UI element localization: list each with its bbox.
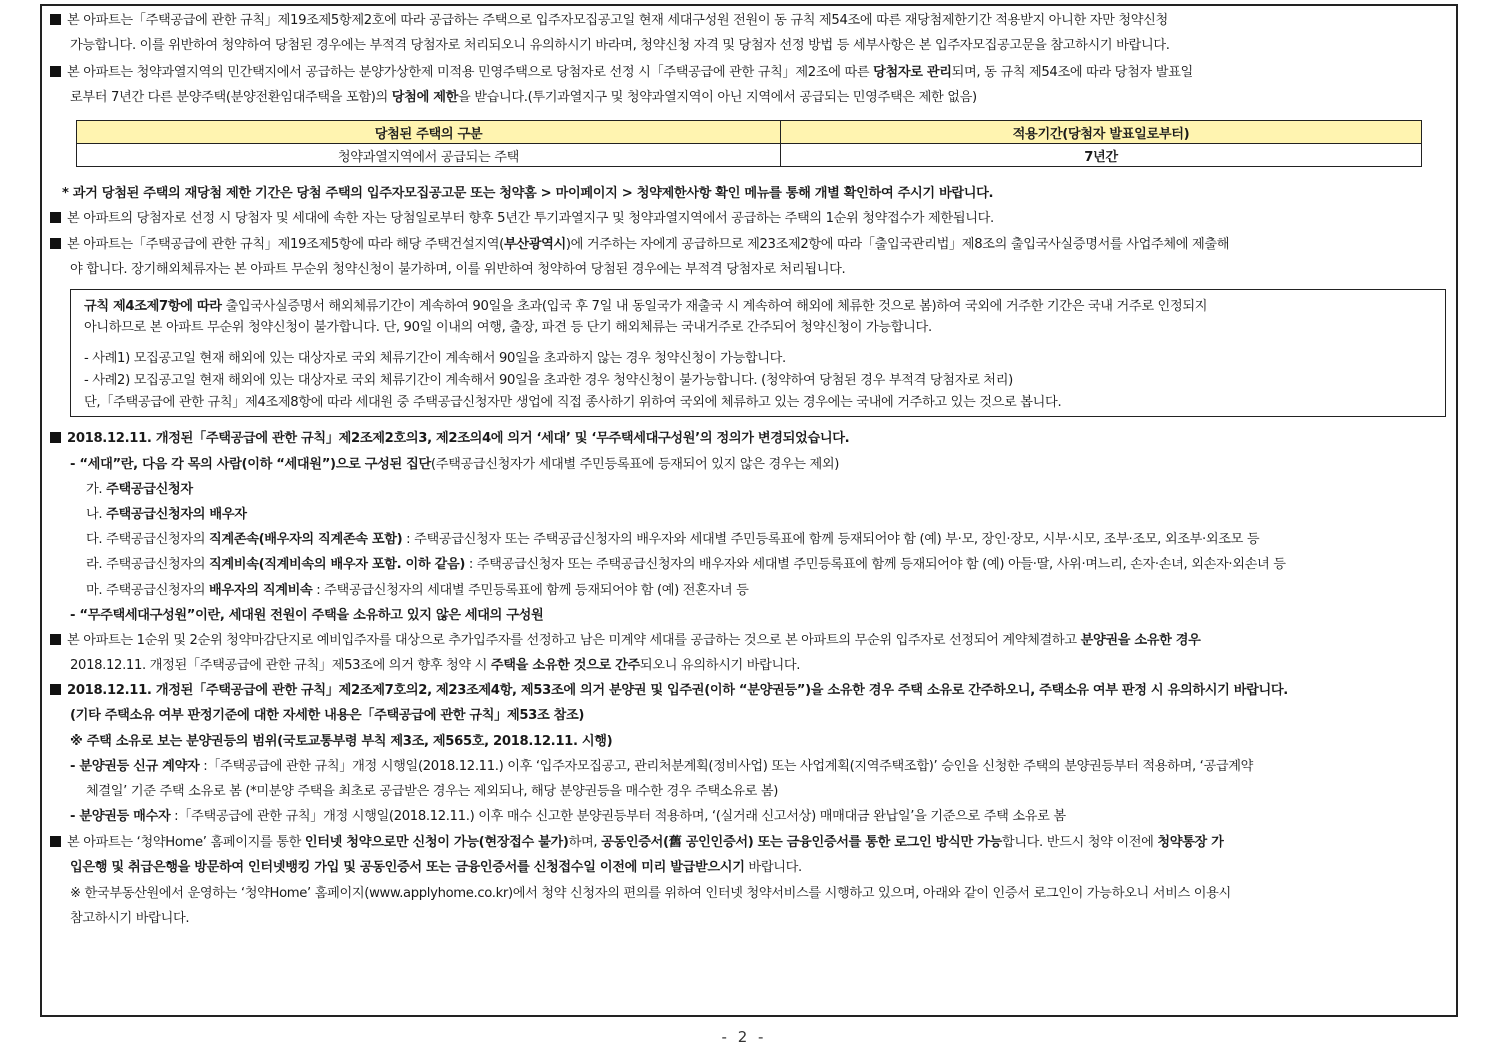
body-text: 출입국사실증명서 해외체류기간이 계속하여 90일을 초과(입국 후 7일 내 동일국가 재출국 시 계속하여 해외에 체류한 것으로 봄)하여 국외에 거주한 기간은 국내 거주로 인정되지 <box>221 299 1208 314</box>
body-text: )에 거주하는 자에게 공급하므로 제23조제2항에 따라「출입국관리법」제8조의 출입국사실증명서를 사업주체에 제출해 <box>565 237 1230 252</box>
text-line <box>0 804 1488 829</box>
emphasis-text: 2018.12.11. 개정된「주택공급에 관한 규칙」제2조제7호의2, 제23조제4항, 제53조에 의거 분양권 및 입주권(이하 “분양권등”)을 소유한 경우 주택 소유로 간주하오니, 주택소유 여부 판정 시 유의하시기 바랍니다. <box>67 683 1288 698</box>
emphasis-text: 직계비속(직계비속의 배우자 포함. 이하 같음) <box>209 557 466 572</box>
text-line <box>0 552 1488 577</box>
body-text: 본 아파트는 ‘청약Home’ 홈페이지를 통한 <box>67 835 305 850</box>
text-line <box>0 678 1488 703</box>
body-text: :「주택공급에 관한 규칙」개정 시행일(2018.12.11.) 이후 ‘입주자모집공고, 관리처분계획(정비사업) 또는 사업계획(지역주택조합)’ 승인을 신청한 주택의 분양권등부터 적용하며, ‘공급계약 <box>199 759 1254 774</box>
table-header-row <box>77 121 1422 144</box>
body-text: 단,「주택공급에 관한 규칙」제4조제8항에 따라 세대원 중 주택공급신청자만 생업에 직접 종사하기 위하여 국외에 체류하고 있는 경우에는 국내에 거주하고 있는 것으로 봅니다. <box>84 395 1062 410</box>
body-text: 야 합니다. 장기해외체류자는 본 아파트 무순위 청약신청이 불가하며, 이를 위반하여 청약하여 당첨된 경우에는 부적격 당첨자로 처리됩니다. <box>70 262 846 277</box>
table-cell: 7년간 <box>781 144 1422 167</box>
body-text: 로부터 7년간 다른 분양주택(분양전환임대주택을 포함)의 <box>70 90 392 105</box>
bullet-square-icon <box>50 66 61 77</box>
emphasis-text: 부산광역시 <box>503 237 566 252</box>
emphasis-text: 배우자의 직계비속 <box>209 583 313 598</box>
body-text: 합니다. 반드시 청약 이전에 <box>1001 835 1158 850</box>
text-line <box>0 578 1488 603</box>
rewin-restriction-table <box>76 120 1422 167</box>
text-line <box>0 628 1488 653</box>
body-text: 나. <box>86 507 107 522</box>
text-line <box>0 60 1488 85</box>
text-line <box>0 754 1488 779</box>
emphasis-text: 청약통장 가 <box>1157 835 1224 850</box>
body-text: 체결일’ 기준 주택 소유로 봄 (*미분양 주택을 최초로 공급받은 경우는 제외되나, 해당 분양권등을 매수한 경우 주택소유로 봄) <box>86 784 779 799</box>
emphasis-text: 인터넷 청약으로만 신청이 가능(현장접수 불가) <box>304 835 569 850</box>
body-text: : 주택공급신청자 또는 주택공급신청자의 배우자와 세대별 주민등록표에 함께 등재되어야 함 (예) 부·모, 장인·장모, 시부·시모, 조부·조모, 외조부·외조모 등 <box>402 532 1260 547</box>
text-line <box>0 603 1488 628</box>
body-text: 본 아파트의 당첨자로 선정 시 당첨자 및 세대에 속한 자는 당첨일로부터 향후 5년간 투기과열지구 및 청약과열지역에서 공급하는 주택의 1순위 청약접수가 제한됩니다. <box>67 211 994 226</box>
body-text: 본 아파트는「주택공급에 관한 규칙」제19조제5항에 따라 해당 주택건설지역( <box>67 237 504 252</box>
text-line <box>0 703 1488 728</box>
text-line <box>0 8 1488 33</box>
text-line <box>0 452 1488 477</box>
text-line <box>0 257 1488 282</box>
body-text: 본 아파트는「주택공급에 관한 규칙」제19조제5항제2호에 따라 공급하는 주택으로 입주자모집공고일 현재 세대구성원 전원이 동 규칙 제54조에 따른 재당첨제한기간 적용받지 아니한 자만 청약신청 <box>67 13 1168 28</box>
text-line <box>0 206 1488 231</box>
body-text: 가. <box>86 482 107 497</box>
body-text: - 사례1) 모집공고일 현재 해외에 있는 대상자로 국외 체류기간이 계속해서 90일을 초과하지 않는 경우 청약신청이 가능합니다. <box>84 351 786 366</box>
body-text: 2018.12.11. 개정된「주택공급에 관한 규칙」제53조에 의거 향후 청약 시 <box>70 658 491 673</box>
body-text: 다. 주택공급신청자의 <box>86 532 210 547</box>
text-line <box>0 779 1488 804</box>
emphasis-text: - “무주택세대구성원”이란, 세대원 전원이 주택을 소유하고 있지 않은 세대의 구성원 <box>70 608 544 623</box>
bullet-square-icon <box>50 634 61 645</box>
text-line <box>0 390 1488 415</box>
body-text: : 주택공급신청자의 세대별 주민등록표에 함께 등재되어야 함 (예) 전혼자녀 등 <box>312 583 749 598</box>
emphasis-text: 입은행 및 취급은행을 방문하여 인터넷뱅킹 가입 및 공동인증서 또는 금융인증서를 신청접수일 이전에 미리 발급받으시기 <box>70 860 745 875</box>
text-line <box>0 502 1488 527</box>
emphasis-text: - 분양권등 매수자 <box>70 809 171 824</box>
text-line <box>0 906 1488 931</box>
body-text: 아니하므로 본 아파트 무순위 청약신청이 불가합니다. 단, 90일 이내의 여행, 출장, 파견 등 단기 해외체류는 국내거주로 간주되어 청약신청이 가능합니다. <box>84 320 932 335</box>
body-text: 가능합니다. 이를 위반하여 청약하여 당첨된 경우에는 부적격 당첨자로 처리되오니 유의하시기 바라며, 청약신청 자격 및 당첨자 선정 방법 등 세부사항은 본 입주자모집공고문을 참고하시기 바랍니다. <box>70 38 1170 53</box>
body-text: 바랍니다. <box>744 860 802 875</box>
body-text: 마. 주택공급신청자의 <box>86 583 210 598</box>
body-text: 을 받습니다.(투기과열지구 및 청약과열지역이 아닌 지역에서 공급되는 민영주택은 제한 없음) <box>457 90 977 105</box>
emphasis-text: (기타 주택소유 여부 판정기준에 대한 자세한 내용은「주택공급에 관한 규칙」제53조 참조) <box>70 708 585 723</box>
emphasis-text: - “세대”란, 다음 각 목의 사람(이하 “세대원”)으로 구성된 집단 <box>70 457 431 472</box>
body-text: (주택공급신청자가 세대별 주민등록표에 등재되어 있지 않은 경우는 제외) <box>430 457 840 472</box>
text-line <box>0 85 1488 110</box>
text-line <box>0 315 1488 340</box>
body-text: 본 아파트는 청약과열지역의 민간택지에서 공급하는 분양가상한제 미적용 민영주택으로 당첨자로 선정 시「주택공급에 관한 규칙」제2조에 따른 <box>67 65 874 80</box>
bullet-square-icon <box>50 238 61 249</box>
emphasis-text: 공동인증서(舊 공인인증서) 또는 금융인증서를 통한 로그인 방식만 가능 <box>601 835 1002 850</box>
text-line <box>0 729 1488 754</box>
table-header-cell: 적용기간(당첨자 발표일로부터) <box>781 121 1422 144</box>
bullet-square-icon <box>50 836 61 847</box>
text-line <box>0 477 1488 502</box>
emphasis-text: 규칙 제4조제7항에 따라 <box>84 299 222 314</box>
emphasis-text: 분양권을 소유한 경우 <box>1080 633 1201 648</box>
text-line <box>0 232 1488 257</box>
emphasis-text: 직계존속(배우자의 직계존속 포함) <box>209 532 403 547</box>
emphasis-text: 당첨자로 관리 <box>873 65 952 80</box>
body-text: 참고하시기 바랍니다. <box>70 911 190 926</box>
bullet-square-icon <box>50 684 61 695</box>
emphasis-text: - 분양권등 신규 계약자 <box>70 759 200 774</box>
body-text: 라. 주택공급신청자의 <box>86 557 210 572</box>
text-line <box>0 181 1488 206</box>
body-text: ※ 한국부동산원에서 운영하는 ‘청약Home’ 홈페이지(www.applyhome.co.kr)에서 청약 신청자의 편의를 위하여 인터넷 청약서비스를 시행하고 있으며, 아래와 같이 인증서 로그인이 가능하오니 서비스 이용시 <box>70 886 1231 901</box>
emphasis-text: ※ 주택 소유로 보는 분양권등의 범위(국토교통부령 부칙 제3조, 제565호, 2018.12.11. 시행) <box>70 734 613 749</box>
text-line <box>0 653 1488 678</box>
text-line <box>0 527 1488 552</box>
table-header-cell: 당첨된 주택의 구분 <box>77 121 781 144</box>
emphasis-text: 2018.12.11. 개정된「주택공급에 관한 규칙」제2조제2호의3, 제2조의4에 의거 ‘세대’ 및 ‘무주택세대구성원’의 정의가 변경되었습니다. <box>67 431 850 446</box>
bullet-square-icon <box>50 432 61 443</box>
emphasis-text: * 과거 당첨된 주택의 재당첨 제한 기간은 당첨 주택의 입주자모집공고문 또는 청약홈 > 마이페이지 > 청약제한사항 확인 메뉴를 통해 개별 확인하여 주시기 바랍니다. <box>62 186 994 201</box>
emphasis-text: 주택공급신청자 <box>106 482 193 497</box>
bullet-square-icon <box>50 14 61 25</box>
text-line <box>0 426 1488 451</box>
bullet-square-icon <box>50 212 61 223</box>
text-line <box>0 881 1488 906</box>
table-row <box>77 144 1422 167</box>
body-text: : 주택공급신청자 또는 주택공급신청자의 배우자와 세대별 주민등록표에 함께 등재되어야 함 (예) 아들·딸, 사위·며느리, 손자·손녀, 외손자·외손녀 등 <box>465 557 1286 572</box>
table-cell: 청약과열지역에서 공급되는 주택 <box>77 144 781 167</box>
body-text: 되오니 유의하시기 바랍니다. <box>639 658 801 673</box>
text-line <box>0 855 1488 880</box>
emphasis-text: 당첨에 제한 <box>391 90 458 105</box>
body-text: - 사례2) 모집공고일 현재 해외에 있는 대상자로 국외 체류기간이 계속해서 90일을 초과한 경우 청약신청이 불가능합니다. (청약하여 당첨된 경우 부적격 당첨자로 처리) <box>84 373 1013 388</box>
emphasis-text: 주택공급신청자의 배우자 <box>106 507 247 522</box>
text-line <box>0 830 1488 855</box>
page-number: - 2 - <box>721 1028 767 1046</box>
emphasis-text: 주택을 소유한 것으로 간주 <box>490 658 640 673</box>
body-text: 본 아파트는 1순위 및 2순위 청약마감단지로 예비입주자를 대상으로 추가입주자를 선정하고 남은 미계약 세대를 공급하는 것으로 본 아파트의 무순위 입주자로 선정되어 계약체결하고 <box>67 633 1081 648</box>
body-text: 되며, 동 규칙 제54조에 따라 당첨자 발표일 <box>951 65 1193 80</box>
body-text: :「주택공급에 관한 규칙」개정 시행일(2018.12.11.) 이후 매수 신고한 분양권등부터 적용하며, ‘(실거래 신고서상) 매매대금 완납일’을 기준으로 주택 소유로 봄 <box>170 809 1066 824</box>
body-text: 하며, <box>568 835 602 850</box>
text-line <box>0 33 1488 58</box>
